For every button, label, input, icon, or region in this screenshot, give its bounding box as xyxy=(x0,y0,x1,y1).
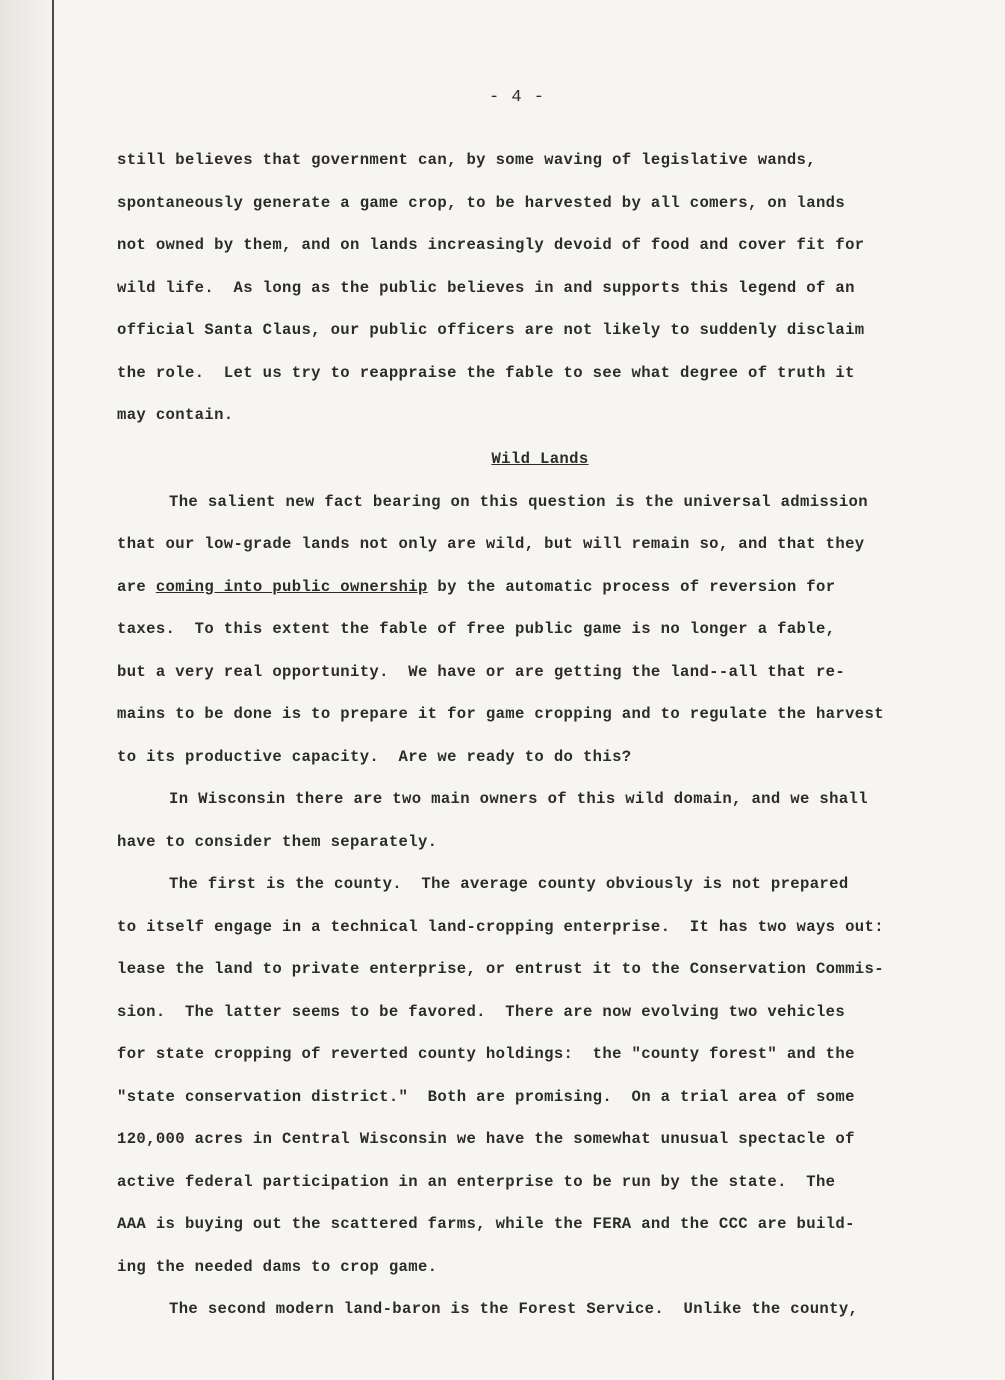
text-line: wild life. As long as the public believes in and supports this legend of an xyxy=(117,278,855,297)
text-line: may contain. xyxy=(117,406,234,424)
text-line: sion. The latter seems to be favored. There are now evolving two vehicles xyxy=(117,1002,846,1021)
text-line: 120,000 acres in Central Wisconsin we have the somewhat unusual spectacle of xyxy=(117,1130,855,1148)
text-line-with-underline xyxy=(117,566,967,609)
text-line: taxes. To this extent the fable of free public game is no longer a fable, xyxy=(117,620,836,638)
text-line: The second modern land-baron is the Forest Service. Unlike the county, xyxy=(169,1300,859,1318)
text-line: ing the needed dams to crop game. xyxy=(117,1257,438,1276)
text-line: that our low-grade lands not only are wild, but will remain so, and that they xyxy=(117,535,865,553)
underlined-phrase: coming into public ownership xyxy=(155,577,428,596)
line-suffix: by the automatic process of reversion for xyxy=(437,577,836,596)
line-prefix: are xyxy=(117,577,147,596)
text-line: AAA is buying out the scattered farms, while the FERA and the CCC are build- xyxy=(117,1215,855,1233)
text-line: spontaneously generate a game crop, to be harvested by all comers, on lands xyxy=(117,193,846,212)
binding-edge xyxy=(52,0,54,1380)
text-line: still believes that government can, by some waving of legislative wands, xyxy=(117,151,816,169)
text-line: to itself engage in a technical land-cropping enterprise. It has two ways out: xyxy=(117,917,884,936)
paragraph-forest-service xyxy=(117,1288,967,1331)
paragraph-county xyxy=(117,863,967,1288)
text-line: In Wisconsin there are two main owners of this wild domain, and we shall xyxy=(169,790,868,808)
text-line: to its productive capacity. Are we ready to do this? xyxy=(117,747,632,766)
text-line: active federal participation in an enterprise to be run by the state. The xyxy=(117,1172,836,1191)
paragraph-continued xyxy=(117,139,967,437)
page-number: - 4 - xyxy=(488,88,545,107)
text-line: "state conservation district." Both are promising. On a trial area of some xyxy=(117,1087,855,1106)
text-line: the role. Let us try to reappraise the fable to see what degree of truth it xyxy=(117,363,855,382)
paragraph-wild-lands xyxy=(117,481,967,779)
binding-shadow xyxy=(0,0,58,1380)
text-line: mains to be done is to prepare it for game cropping and to regulate the harvest xyxy=(117,705,884,723)
text-line: have to consider them separately. xyxy=(117,832,438,851)
paragraph-owners xyxy=(117,778,967,863)
text-line: The first is the county. The average county obviously is not prepared xyxy=(169,875,849,893)
text-line: lease the land to private enterprise, or entrust it to the Conservation Commis- xyxy=(117,960,884,978)
text-line: but a very real opportunity. We have or are getting the land--all that re- xyxy=(117,662,846,681)
text-block xyxy=(117,88,967,1331)
text-line: official Santa Claus, our public officers are not likely to suddenly disclaim xyxy=(117,321,865,339)
section-heading: Wild Lands xyxy=(491,449,589,468)
text-line: The salient new fact bearing on this question is the universal admission xyxy=(169,492,868,511)
text-line: not owned by them, and on lands increasingly devoid of food and cover fit for xyxy=(117,236,865,254)
text-line: for state cropping of reverted county holdings: the "county forest" and the xyxy=(117,1045,855,1063)
